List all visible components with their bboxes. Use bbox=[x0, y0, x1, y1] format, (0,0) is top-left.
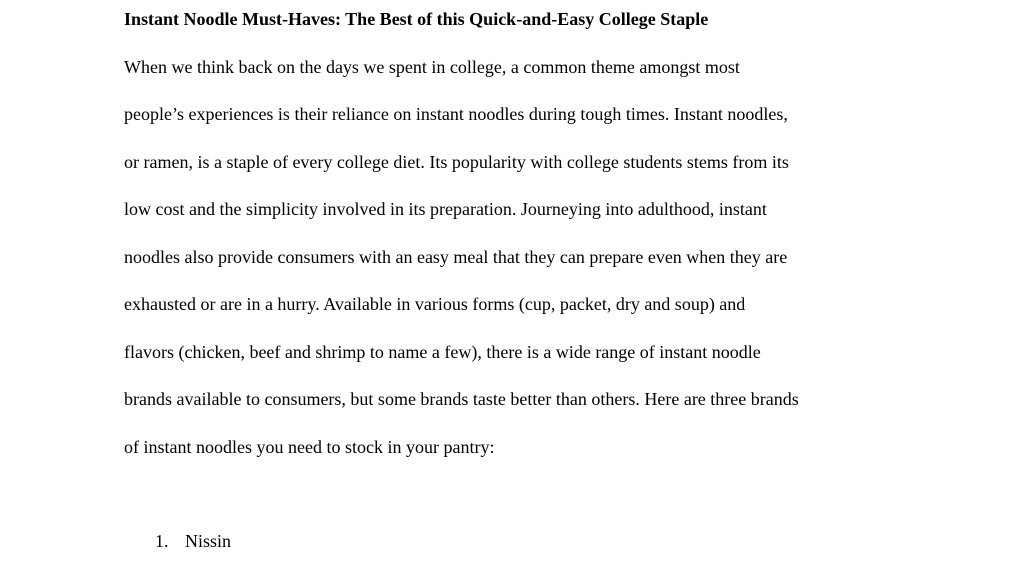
paragraph-line: noodles also provide consumers with an easy meal that they can prepare even when they are bbox=[124, 247, 788, 267]
paragraph-line: flavors (chicken, beef and shrimp to name a few), there is a wide range of instant noodle bbox=[124, 342, 761, 362]
paragraph-line: or ramen, is a staple of every college diet. Its popularity with college students stems from its bbox=[124, 152, 789, 172]
document-title: Instant Noodle Must-Haves: The Best of this Quick-and-Easy College Staple bbox=[124, 9, 709, 29]
list-item-text: Nissin bbox=[185, 531, 232, 551]
paragraph-line: of instant noodles you need to stock in your pantry: bbox=[124, 437, 495, 457]
paragraph-line: people’s experiences is their reliance on instant noodles during tough times. Instant noodles, bbox=[124, 104, 788, 124]
paragraph-line: exhausted or are in a hurry. Available in various forms (cup, packet, dry and soup) and bbox=[124, 294, 746, 314]
list-item bbox=[155, 530, 231, 552]
paragraph-line: When we think back on the days we spent in college, a common theme amongst most bbox=[124, 57, 740, 77]
paragraph-line: low cost and the simplicity involved in its preparation. Journeying into adulthood, instant bbox=[124, 199, 767, 219]
list-item-number: 1. bbox=[155, 531, 169, 551]
paragraph-line: brands available to consumers, but some brands taste better than others. Here are three brands bbox=[124, 389, 799, 409]
